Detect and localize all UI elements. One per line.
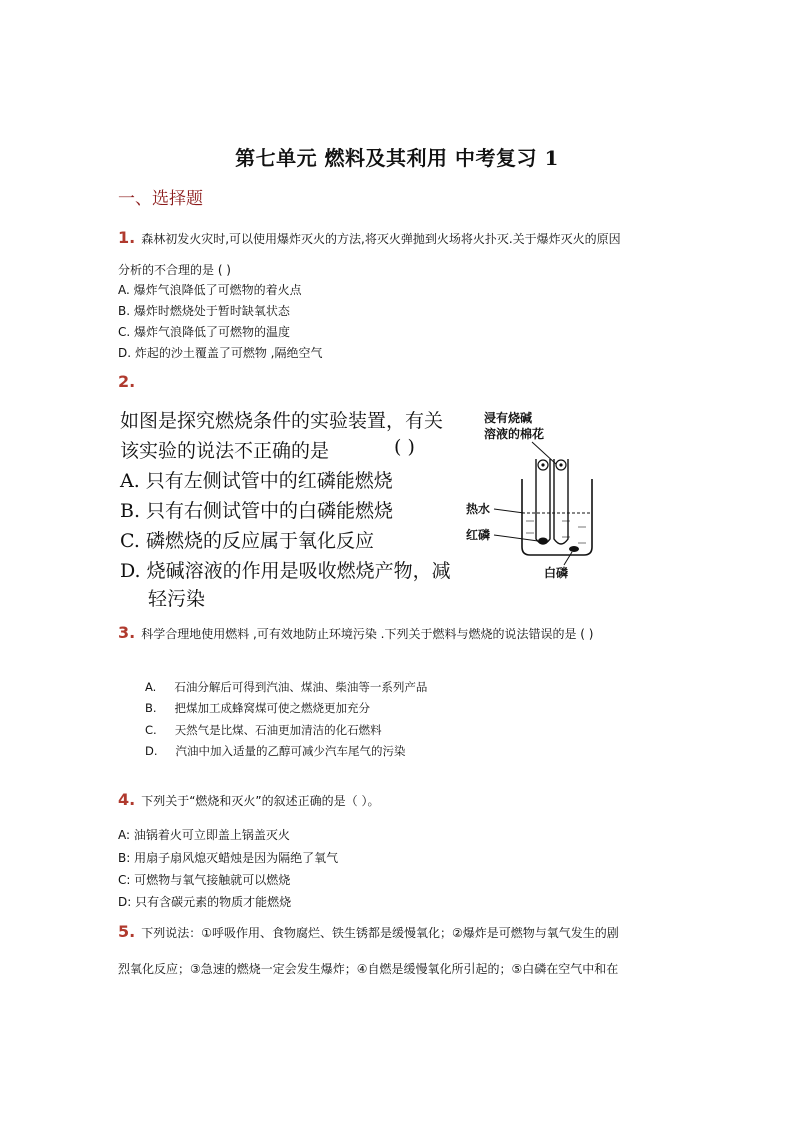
experiment-apparatus-illustration [466, 409, 596, 584]
question-2-option-a: A. 只有左侧试管中的红磷能燃烧 [120, 470, 393, 492]
question-1-option-d: D. 炸起的沙土覆盖了可燃物 ,隔绝空气 [118, 346, 323, 360]
question-4-stem [118, 790, 379, 809]
question-4-number: 4. [118, 790, 136, 809]
red-phosphorus-label: 红磷 [466, 528, 491, 542]
red-phosphorus-sample [538, 538, 548, 545]
beaker-outline [522, 479, 592, 555]
question-1-number: 1. [118, 228, 136, 247]
question-3-option-a [145, 679, 427, 695]
question-2-option-d-continued: 轻污染 [148, 588, 206, 610]
question-2-number-wrap [118, 372, 141, 391]
question-4-option-b: B: 用扇子扇风熄灭蜡烛是因为隔绝了氧气 [118, 851, 339, 865]
question-2-answer-bracket: ( ) [394, 436, 415, 458]
question-3-stem [118, 623, 593, 642]
question-5-stem-line-1 [118, 922, 619, 941]
question-4-option-a: A: 油锅着火可立即盖上锅盖灭火 [118, 828, 290, 842]
question-4-option-c: C: 可燃物与氧气接触就可以燃烧 [118, 873, 291, 887]
question-5-stem-text: 下列说法：①呼吸作用、食物腐烂、铁生锈都是缓慢氧化；②爆炸是可燃物与氧气发生的剧 [141, 926, 619, 940]
option-letter: C. [145, 723, 157, 737]
option-letter: B. [145, 701, 157, 715]
white-phosphorus-pointer-line [564, 552, 572, 565]
question-3-number: 3. [118, 623, 136, 642]
question-4-stem-text: 下列关于“燃烧和灭火”的叙述正确的是（ ）。 [141, 794, 380, 808]
question-5-stem-line-2: 烈氧化反应；③急速的燃烧一定会发生爆炸；④自燃是缓慢氧化所引起的；⑤白磷在空气中和在 [118, 962, 619, 976]
right-test-tube [554, 459, 568, 544]
question-1-stem-line-2: 分析的不合理的是 ( ) [118, 263, 231, 277]
option-text: 把煤加工成蜂窝煤可使之燃烧更加充分 [174, 701, 371, 715]
white-phosphorus-label: 白磷 [544, 566, 569, 580]
question-3-option-c [145, 722, 382, 738]
cotton-label-line-2: 溶液的棉花 [484, 427, 545, 441]
red-phosphorus-pointer-line [494, 535, 538, 541]
hot-water-pointer-line [494, 509, 524, 513]
question-3-option-d [145, 743, 406, 759]
white-phosphorus-sample [569, 546, 579, 552]
option-letter: A. [145, 680, 157, 694]
section-heading: 一、选择题 [118, 189, 203, 209]
option-text: 石油分解后可得到汽油、煤油、柴油等一系列产品 [174, 680, 428, 694]
question-1-option-c: C. 爆炸气浪降低了可燃物的温度 [118, 325, 291, 339]
question-2-option-b: B. 只有右侧试管中的白磷能燃烧 [120, 500, 394, 522]
question-2-option-c: C. 磷燃烧的反应属于氧化反应 [120, 530, 374, 552]
question-1-option-b: B. 爆炸时燃烧处于暂时缺氧状态 [118, 304, 290, 318]
hot-water-label: 热水 [466, 502, 491, 516]
option-text: 天然气是比煤、石油更加清洁的化石燃料 [174, 723, 382, 737]
left-test-tube [536, 459, 550, 544]
cotton-label-line-1: 浸有烧碱 [484, 411, 533, 425]
question-1-stem-line-1 [118, 228, 621, 247]
question-5-number: 5. [118, 922, 136, 941]
option-text: 汽油中加入适量的乙醇可减少汽车尾气的污染 [175, 744, 406, 758]
question-3-stem-text: 科学合理地使用燃料 ,可有效地防止环境污染 .下列关于燃料与燃烧的说法错误的是 ( ) [141, 627, 594, 641]
question-4-option-d: D: 只有含碳元素的物质才能燃烧 [118, 895, 292, 909]
question-2-line-2: 该实验的说法不正确的是 [120, 440, 330, 462]
question-2-number: 2. [118, 372, 136, 391]
document-title: 第七单元 燃料及其利用 中考复习 1 [235, 146, 559, 170]
combustion-experiment-diagram [466, 409, 596, 584]
question-3-option-b [145, 700, 370, 716]
question-2-line-1: 如图是探究燃烧条件的实验装置，有关 [120, 410, 444, 432]
question-1-stem-text: 森林初发火灾时,可以使用爆炸灭火的方法,将灭火弹抛到火场将火扑灭.关于爆炸灭火的原因 [141, 232, 621, 246]
water-texture [526, 521, 586, 543]
option-letter: D. [145, 744, 158, 758]
question-1-option-a: A. 爆炸气浪降低了可燃物的着火点 [118, 283, 302, 297]
question-2-option-d: D. 烧碱溶液的作用是吸收燃烧产物，减 [120, 560, 451, 582]
